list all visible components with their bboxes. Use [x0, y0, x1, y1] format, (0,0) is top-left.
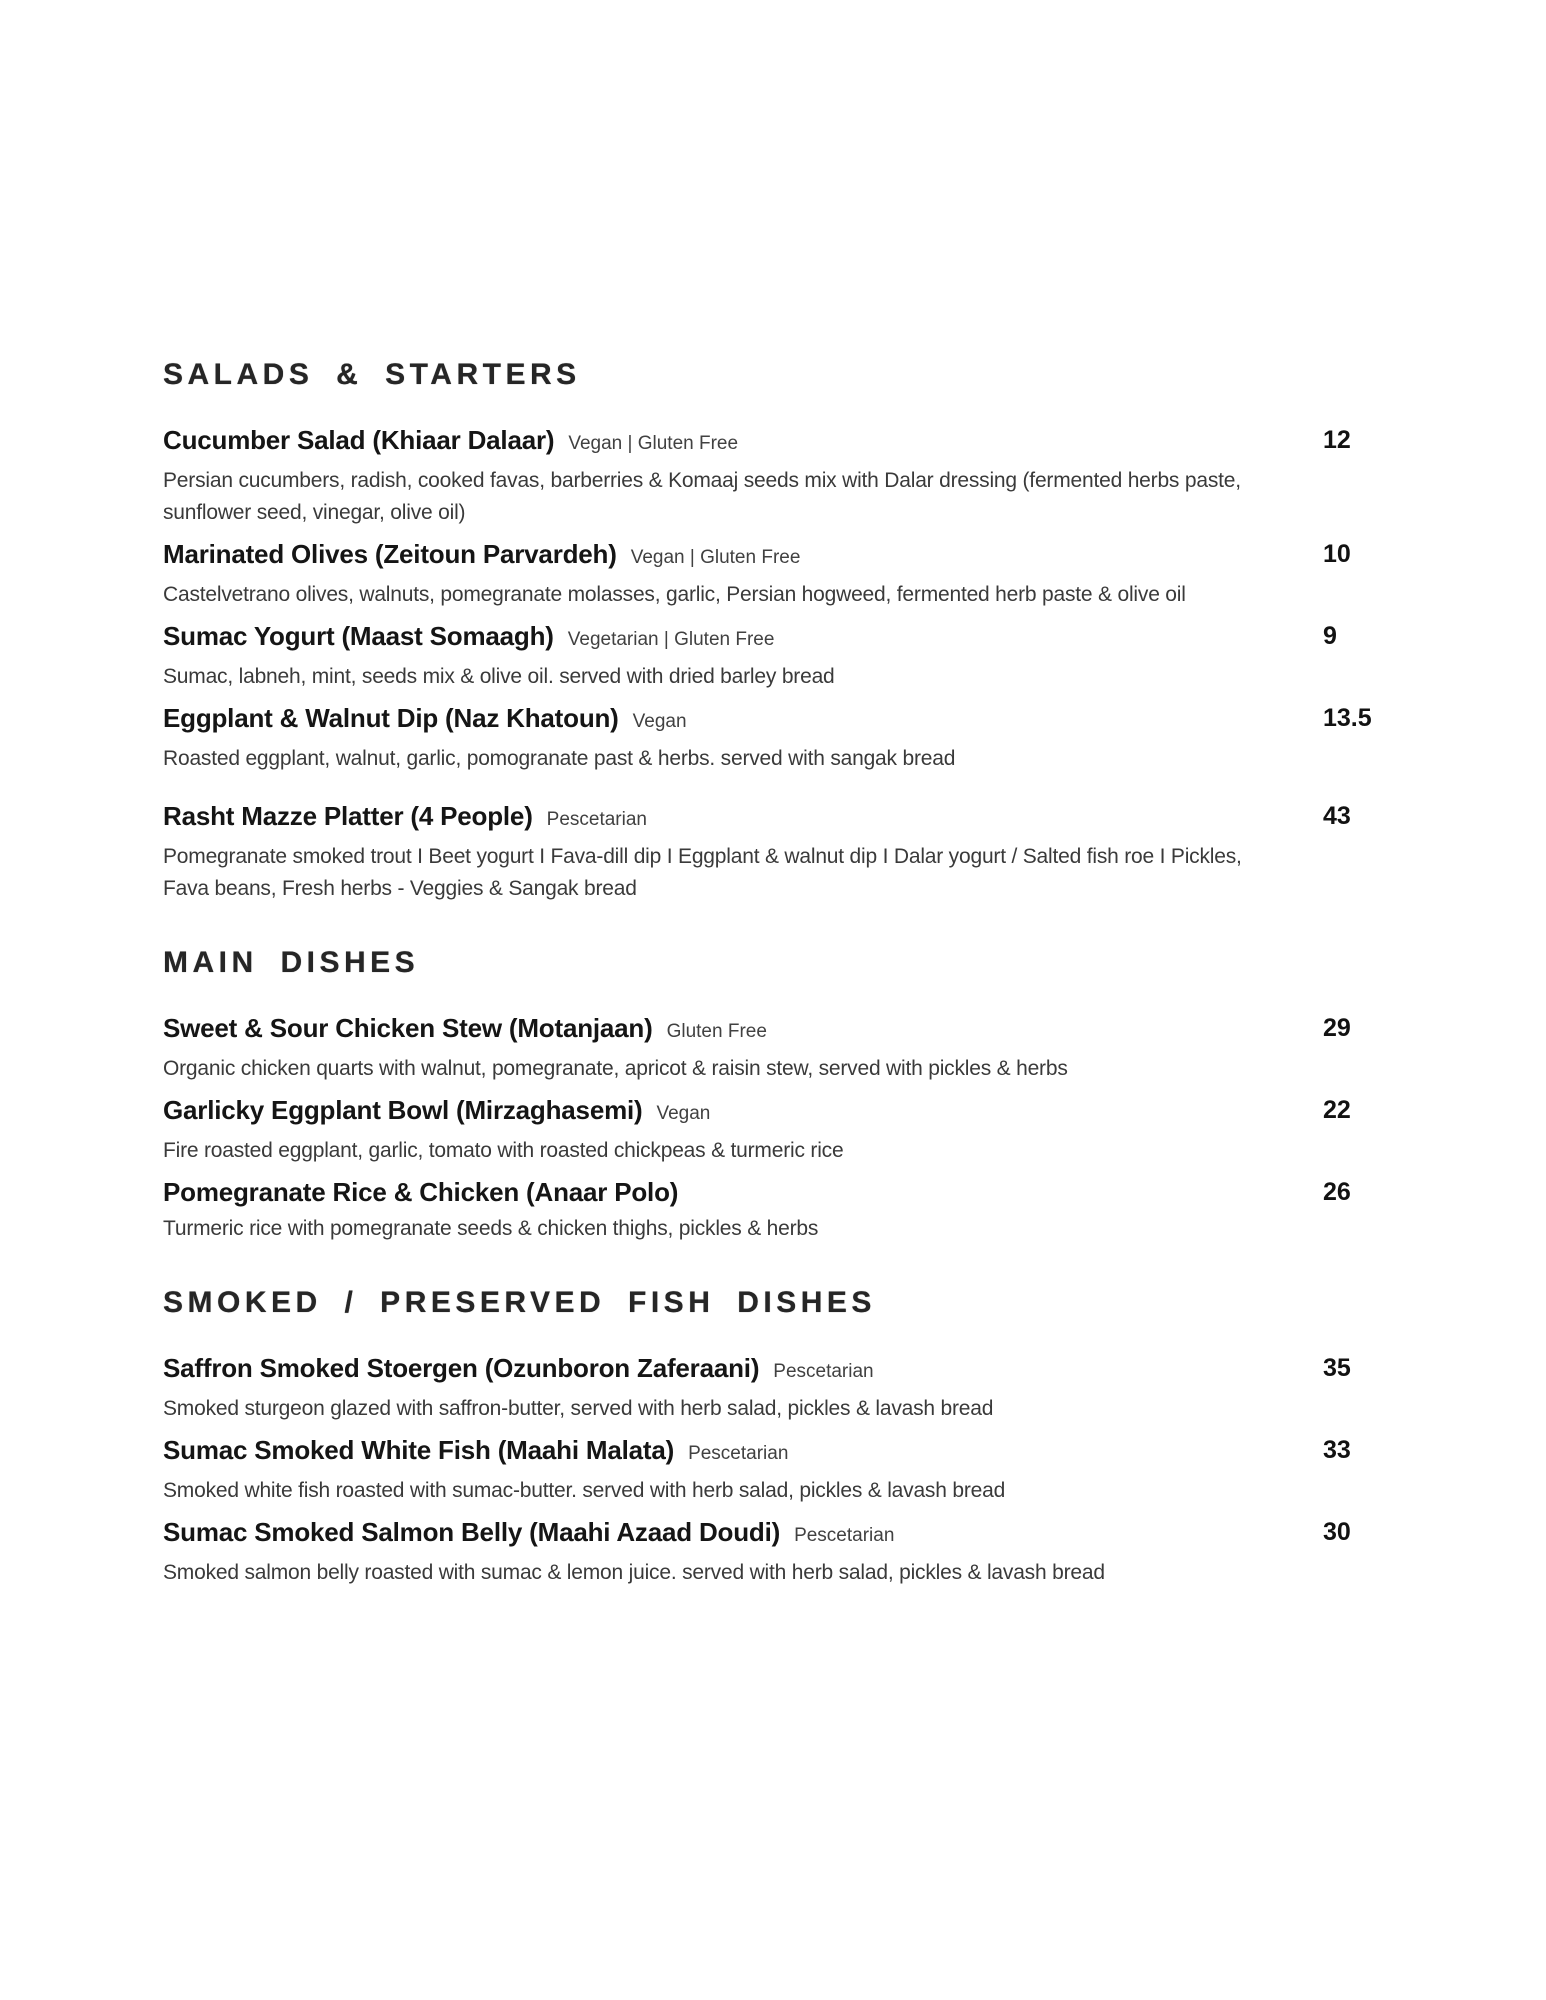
section-items: [163, 425, 1486, 905]
section: [163, 1285, 1486, 1589]
item-name: Rasht Mazze Platter (4 People): [163, 801, 533, 831]
item-tag: Vegan: [656, 1103, 711, 1124]
section-items: [163, 1353, 1486, 1589]
item-heading: [163, 1435, 1256, 1469]
item-price: 9: [1323, 622, 1337, 650]
menu-sections: [163, 357, 1486, 1589]
section-title: SMOKED / PRESERVED FISH DISHES: [163, 1286, 876, 1319]
item-name: Sweet & Sour Chicken Stew (Motanjaan): [163, 1013, 653, 1043]
menu-item: [163, 621, 1486, 693]
item-name: Marinated Olives (Zeitoun Parvardeh): [163, 539, 617, 569]
section-title: SALADS & STARTERS: [163, 358, 581, 391]
item-description: Castelvetrano olives, walnuts, pomegranate molasses, garlic, Persian hogweed, fermented herb paste & olive oil: [163, 583, 1186, 606]
item-price: 26: [1323, 1178, 1351, 1206]
item-name: Sumac Smoked Salmon Belly (Maahi Azaad Doudi): [163, 1517, 781, 1547]
item-price: 10: [1323, 540, 1351, 568]
item-description: Roasted eggplant, walnut, garlic, pomogranate past & herbs. served with sangak bread: [163, 747, 956, 770]
item-tag: Pescetarian: [546, 809, 647, 830]
item-tag: Vegan | Gluten Free: [630, 547, 801, 568]
item-heading: [163, 621, 1256, 655]
item-heading: [163, 1095, 1256, 1129]
item-tag: Vegan | Gluten Free: [568, 433, 739, 454]
item-name: Garlicky Eggplant Bowl (Mirzaghasemi): [163, 1095, 643, 1125]
menu-item: [163, 801, 1486, 905]
item-name: Sumac Yogurt (Maast Somaagh): [163, 621, 554, 651]
item-description: Pomegranate smoked trout I Beet yogurt I Fava-dill dip I Eggplant & walnut dip I Dalar yogurt / Salted fish roe I Pickles, Fava beans, Fresh herbs - Veggies & Sangak bread: [163, 845, 1242, 900]
item-heading: [163, 801, 1256, 835]
item-heading: [163, 1353, 1256, 1387]
item-heading: [163, 1517, 1256, 1551]
menu-item: [163, 1177, 1486, 1245]
item-price: 35: [1323, 1354, 1351, 1382]
item-tag: Pescetarian: [773, 1361, 874, 1382]
item-name: Sumac Smoked White Fish (Maahi Malata): [163, 1435, 675, 1465]
item-price: 43: [1323, 802, 1351, 830]
menu-item: [163, 425, 1486, 529]
item-price: 29: [1323, 1014, 1351, 1042]
item-price: 13.5: [1323, 704, 1372, 732]
item-description: Fire roasted eggplant, garlic, tomato with roasted chickpeas & turmeric rice: [163, 1139, 844, 1162]
item-description: Smoked sturgeon glazed with saffron-butter, served with herb salad, pickles & lavash bread: [163, 1397, 994, 1420]
item-tag: Pescetarian: [688, 1443, 789, 1464]
section: [163, 357, 1486, 905]
item-description: Organic chicken quarts with walnut, pomegranate, apricot & raisin stew, served with pickles & herbs: [163, 1057, 1068, 1080]
section-items: [163, 1013, 1486, 1245]
menu-item: [163, 1095, 1486, 1167]
item-description: Smoked salmon belly roasted with sumac & lemon juice. served with herb salad, pickles & lavash bread: [163, 1561, 1105, 1584]
item-tag: Vegetarian | Gluten Free: [567, 629, 775, 650]
item-tag: Vegan: [632, 711, 687, 732]
item-description: Smoked white fish roasted with sumac-butter. served with herb salad, pickles & lavash bread: [163, 1479, 1006, 1502]
menu-item: [163, 1435, 1486, 1507]
item-heading: [163, 1177, 1256, 1207]
item-price: 12: [1323, 426, 1351, 454]
menu-item: [163, 539, 1486, 611]
item-tag: Pescetarian: [794, 1525, 895, 1546]
item-price: 33: [1323, 1436, 1351, 1464]
item-price: 22: [1323, 1096, 1351, 1124]
item-name: Eggplant & Walnut Dip (Naz Khatoun): [163, 703, 619, 733]
item-heading: [163, 1013, 1256, 1047]
item-heading: [163, 703, 1256, 737]
item-name: Cucumber Salad (Khiaar Dalaar): [163, 425, 555, 455]
item-tag: Gluten Free: [666, 1021, 767, 1042]
item-description: Sumac, labneh, mint, seeds mix & olive oil. served with dried barley bread: [163, 665, 835, 688]
section-title: MAIN DISHES: [163, 946, 420, 979]
menu-item: [163, 1013, 1486, 1085]
item-heading: [163, 425, 1256, 459]
menu-item: [163, 1517, 1486, 1589]
item-price: 30: [1323, 1518, 1351, 1546]
item-heading: [163, 539, 1256, 573]
item-description: Persian cucumbers, radish, cooked favas, barberries & Komaaj seeds mix with Dalar dressing (fermented herbs paste, sunflower seed, vinegar, olive oil): [163, 469, 1241, 524]
item-name: Saffron Smoked Stoergen (Ozunboron Zaferaani): [163, 1353, 760, 1383]
menu-item: [163, 703, 1486, 775]
menu-item: [163, 1353, 1486, 1425]
item-name: Pomegranate Rice & Chicken (Anaar Polo): [163, 1177, 679, 1207]
section: [163, 945, 1486, 1245]
item-description: Turmeric rice with pomegranate seeds & chicken thighs, pickles & herbs: [163, 1217, 819, 1240]
